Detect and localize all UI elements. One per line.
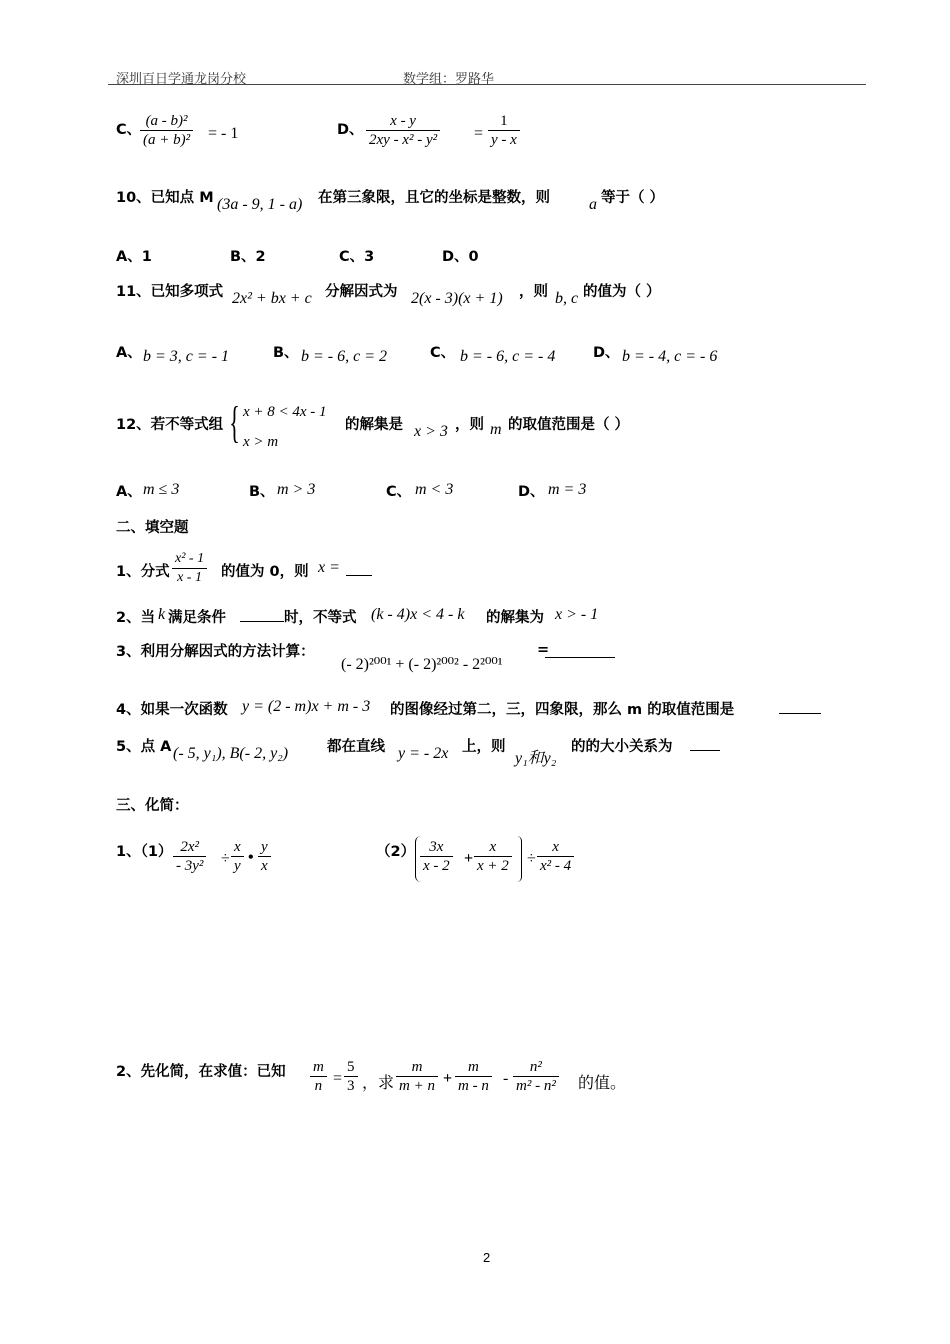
q10-prefix: 10、已知点 M: [116, 190, 214, 206]
q10-option-d: D、0: [442, 249, 479, 265]
given-fraction-5-3: [344, 1058, 358, 1095]
fill-3-answer-blank[interactable]: [545, 657, 615, 658]
given-3: 3: [347, 1078, 355, 1094]
fill-5-then: 上，则: [462, 739, 506, 755]
fill-4-prefix: 4、如果一次函数: [116, 702, 228, 718]
q12-option-c-label: C、: [386, 484, 412, 500]
expr-minus: -: [503, 1070, 509, 1087]
q11-option-b: b = - 6, c = 2: [301, 348, 388, 365]
expr-f1-numerator: m: [411, 1059, 423, 1075]
fill-1-denominator: x - 1: [177, 570, 202, 585]
simplify-2-divide: ÷: [527, 850, 536, 867]
simplify-2-g2-numerator: x: [489, 839, 497, 855]
expr-f2-denominator: m - n: [458, 1078, 489, 1094]
fill-2-mid2: 时，不等式: [284, 610, 357, 626]
fill-2-answer-blank[interactable]: [240, 621, 284, 622]
simplify-eval-prefix: 2、先化简，在求值：已知: [116, 1064, 286, 1080]
fill-1-prefix: 1、分式: [116, 564, 170, 580]
q10-option-a: A、1: [116, 249, 152, 265]
fill-2-prefix: 2、当: [116, 610, 156, 626]
simplify-1-f3-denominator: x: [261, 858, 268, 874]
q12-then: ，则: [455, 417, 484, 433]
q11-then: ，则: [519, 284, 548, 300]
simplify-1-dot: •: [248, 849, 254, 866]
q12-option-c: m < 3: [415, 481, 454, 498]
simplify-2-g1-denominator: x - 2: [423, 858, 450, 874]
fill-4-suffix: 的图像经过第二，三，四象限，那么 m 的取值范围是: [390, 702, 735, 718]
given-n: n: [314, 1078, 323, 1094]
q9-d-label: D、: [337, 122, 364, 138]
fill-1-fraction: [172, 550, 207, 587]
header-rule: [108, 84, 866, 85]
expr-fraction-2: [455, 1058, 492, 1095]
q12-inequality-2: x > m: [243, 434, 279, 450]
fill-2-solution: x > - 1: [555, 606, 599, 623]
simplify-1-divide: ÷: [221, 850, 230, 867]
fill-1-mid: 的值为 0，则: [221, 564, 309, 580]
simplify-1-fraction-2: [231, 838, 244, 875]
q9-d-numerator: x - y: [390, 113, 416, 129]
fill-5-suffix: 的的大小关系为: [571, 739, 673, 755]
expr-fraction-3: [513, 1058, 559, 1095]
expr-fraction-1: [396, 1058, 438, 1095]
q11-factorization: 2(x - 3)(x + 1): [411, 290, 503, 307]
section-3-title: 三、化简：: [116, 798, 189, 814]
q10-var: a: [589, 196, 597, 213]
simplify-2-g2-denominator: x + 2: [477, 858, 509, 874]
q11-option-c-label: C、: [430, 345, 456, 361]
q11-option-c: b = - 6, c = - 4: [460, 348, 556, 365]
fill-3-prefix: 3、利用分解因式的方法计算：: [116, 644, 315, 660]
q9-d-rhs-denominator: y - x: [491, 132, 517, 148]
fill-3-expression: (- 2)²⁰⁰¹ + (- 2)²⁰⁰² - 2²⁰⁰¹: [341, 656, 503, 673]
fill-5-prefix: 5、点 A: [116, 739, 172, 755]
q12-option-a: m ≤ 3: [143, 481, 180, 498]
fill-4-function: y = (2 - m)x + m - 3: [242, 698, 371, 715]
fill-2-mid: 满足条件: [168, 610, 226, 626]
fill-2-mid3: 的解集为: [486, 610, 544, 626]
q11-option-a: b = 3, c = - 1: [143, 348, 230, 365]
q10-option-c: C、3: [339, 249, 375, 265]
q11-option-b-label: B、: [273, 345, 299, 361]
simplify-2-g1-numerator: 3x: [429, 839, 444, 855]
simplify-2-plus: +: [464, 850, 474, 867]
q12-var: m: [490, 421, 502, 438]
given-m: m: [313, 1059, 324, 1075]
q12-option-a-label: A、: [116, 484, 142, 500]
header-school: 深圳百日学通龙岗分校: [116, 72, 247, 87]
q11-option-a-label: A、: [116, 345, 142, 361]
simplify-2-fraction-3: [537, 838, 574, 875]
simplify-2-g3-numerator: x: [552, 839, 559, 855]
fill-1-answer-blank[interactable]: [346, 575, 372, 576]
given-fraction-m-n: [310, 1058, 327, 1095]
q12-option-d: m = 3: [548, 481, 587, 498]
qiu-text: ，求: [362, 1075, 395, 1092]
fill-1-numerator: x² - 1: [175, 551, 205, 566]
q9-d-denominator: 2xy - x² - y²: [369, 132, 438, 148]
q12-option-d-label: D、: [518, 484, 545, 500]
q11-prefix: 11、已知多项式: [116, 284, 224, 300]
header-group: 数学组：罗路华: [403, 72, 495, 87]
fill-1-var: x =: [318, 559, 340, 576]
simplify-1-fraction-1: [173, 838, 206, 875]
q12-inequality-1: x + 8 < 4x - 1: [243, 404, 327, 420]
fill-5-ys: y₁和y₂: [515, 750, 557, 767]
simplify-1-f3-numerator: y: [261, 839, 268, 855]
q11-polynomial: 2x² + bx + c: [232, 290, 312, 307]
system-brace: {: [229, 398, 240, 447]
simplify-2-right-paren: [517, 836, 522, 882]
q9-d-rhs-numerator: 1: [500, 113, 508, 129]
q9-c-fraction: [140, 112, 193, 149]
q9-c-label: C、: [116, 122, 142, 138]
fill-3-equals: =: [537, 642, 550, 658]
simplify-1-f1-denominator: - 3y²: [176, 858, 204, 874]
q10-option-b: B、2: [230, 249, 266, 265]
q12-option-b: m > 3: [277, 481, 316, 498]
expr-f3-denominator: m² - n²: [516, 1078, 556, 1094]
expr-f3-numerator: n²: [529, 1059, 542, 1075]
q11-option-d-label: D、: [593, 345, 620, 361]
q10-mid: 在第三象限，且它的坐标是整数，则: [318, 190, 550, 206]
fill-4-answer-blank[interactable]: [779, 713, 821, 714]
simplify-2-g3-denominator: x² - 4: [540, 858, 572, 874]
q12-option-b-label: B、: [249, 484, 275, 500]
q9-d-fraction: [366, 112, 440, 149]
page-number: 2: [483, 1250, 491, 1265]
simplify-1-f1-numerator: 2x²: [180, 839, 200, 855]
q9-c-denominator: (a + b)²: [143, 132, 191, 148]
given-equals: =: [333, 1070, 343, 1087]
expr-suffix: 的值。: [578, 1075, 627, 1092]
q11-mid: 分解因式为: [325, 284, 398, 300]
fill-5-points: (- 5, y₁), B(- 2, y₂): [173, 745, 289, 762]
q10-point: (3a - 9, 1 - a): [217, 196, 303, 213]
q9-c-numerator: (a - b)²: [145, 113, 188, 129]
q9-d-rhs-fraction: [488, 112, 520, 149]
q9-d-equals: =: [474, 125, 484, 142]
fill-2-inequality: (k - 4)x < 4 - k: [371, 606, 465, 623]
q9-c-rhs: = - 1: [208, 125, 239, 142]
fill-5-answer-blank[interactable]: [690, 750, 720, 751]
expr-f1-denominator: m + n: [399, 1078, 435, 1094]
q10-suffix: 等于（ ）: [601, 190, 665, 206]
simplify-2-label: （2）: [376, 844, 416, 860]
simplify-1-f2-denominator: y: [234, 858, 241, 874]
expr-plus: +: [443, 1070, 453, 1087]
q12-suffix: 的取值范围是（ ）: [508, 417, 630, 433]
q12-prefix: 12、若不等式组: [116, 417, 224, 433]
section-2-title: 二、填空题: [116, 520, 189, 536]
expr-f2-numerator: m: [467, 1059, 479, 1075]
simplify-2-fraction-2: [474, 838, 512, 875]
fill-2-var: k: [158, 606, 166, 623]
simplify-1-f2-numerator: x: [234, 839, 241, 855]
q12-mid: 的解集是: [345, 417, 403, 433]
q11-vars: b, c: [555, 290, 579, 307]
fill-5-line: y = - 2x: [398, 745, 449, 762]
fill-5-mid: 都在直线: [327, 739, 385, 755]
given-5: 5: [347, 1059, 355, 1075]
simplify-1-label: 1、（1）: [116, 844, 173, 860]
q12-solution: x > 3: [414, 423, 448, 440]
q11-suffix: 的值为（ ）: [583, 284, 661, 300]
simplify-2-fraction-1: [420, 838, 453, 875]
q11-option-d: b = - 4, c = - 6: [622, 348, 718, 365]
simplify-1-fraction-3: [258, 838, 271, 875]
